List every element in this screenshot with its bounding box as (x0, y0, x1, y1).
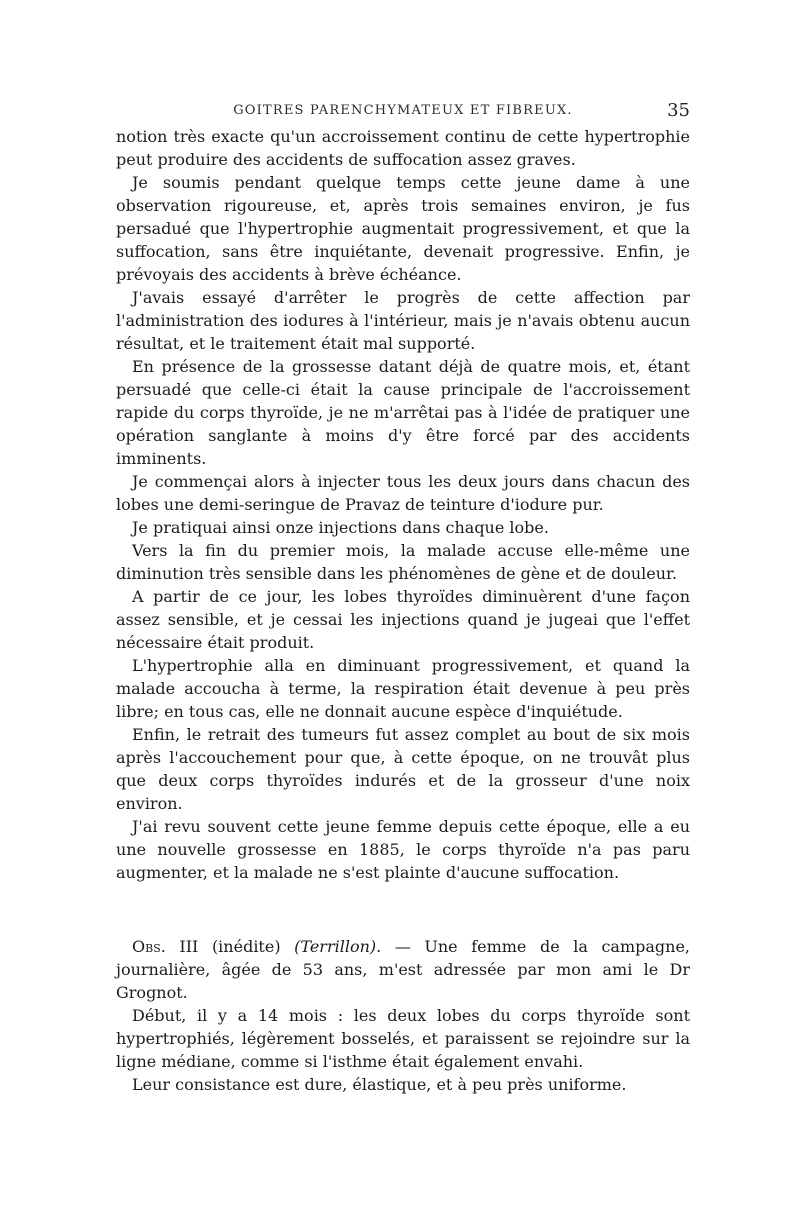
paragraph-7: Vers la fin du premier mois, la malade accuse elle-même une diminution très sensible dans les phénomènes de gène et de douleur. (116, 541, 690, 583)
paragraph-8: A partir de ce jour, les lobes thyroïdes diminuèrent d'une façon assez sensible, et je cessai les injections quand je jugeai que l'effet nécessaire était produit. (116, 587, 690, 652)
paragraph-2: Je soumis pendant quelque temps cette jeune dame à une observation rigoureuse, et, après trois semaines environ, je fus persadué que l'hypertrophie augmentait progressivement, et que la suffocation, sans être inquiétante, devenait progressive. Enfin, je prévoyais des accidents à brève échéance. (116, 173, 690, 284)
paragraph-1: notion très exacte qu'un accroissement continu de cette hypertrophie peut produire des accidents de suffocation assez graves. (116, 127, 690, 169)
paragraph-9: L'hypertrophie alla en diminuant progressivement, et quand la malade accoucha à terme, la respiration était devenue à peu près libre; en tous cas, elle ne donnait aucune espèce d'inquiétude. (116, 656, 690, 721)
observation-author: (Terrillon). (294, 937, 382, 956)
observation-heading (116, 935, 690, 1004)
observation-note: (inédite) (211, 937, 281, 956)
body-text (116, 125, 690, 1096)
paragraph-3: J'avais essayé d'arrêter le progrès de cette affection par l'administration des iodures à l'intérieur, mais je n'avais obtenu aucun résultat, et le traitement était mal supporté. (116, 288, 690, 353)
running-head (116, 100, 690, 126)
paragraph-13: Leur consistance est dure, élastique, et à peu près uniforme. (132, 1075, 627, 1094)
paragraph-11: J'ai revu souvent cette jeune femme depuis cette époque, elle a eu une nouvelle grossesse en 1885, le corps thyroïde n'a pas paru augmenter, et la malade ne s'est plainte d'aucune suffocation. (116, 817, 690, 882)
observation-label: Obs. III (132, 937, 199, 956)
observation-text: — Une femme de la campagne, journalière, âgée de 53 ans, m'est adressée par mon ami le Dr Grognot. (116, 937, 691, 1002)
page-number: 35 (667, 100, 690, 121)
running-title: GOITRES PARENCHYMATEUX ET FIBREUX. (233, 103, 573, 118)
paragraph-4: En présence de la grossesse datant déjà de quatre mois, et, étant persuadé que celle-ci était la cause principale de l'accroissement rapide du corps thyroïde, je ne m'arrêtai pas à l'idée de pratiquer une opération sanglante à moins d'y être forcé par des accidents imminents. (116, 357, 690, 468)
paragraph-12: Début, il y a 14 mois : les deux lobes du corps thyroïde sont hypertrophiés, légèrement bosselés, et paraissent se rejoindre sur la ligne médiane, comme si l'isthme était également envahi. (116, 1006, 690, 1071)
paragraph-5: Je commençai alors à injecter tous les deux jours dans chacun des lobes une demi-seringue de Pravaz de teinture d'iodure pur. (116, 472, 690, 514)
section-gap (116, 884, 690, 935)
paragraph-10: Enfin, le retrait des tumeurs fut assez complet au bout de six mois après l'accouchement pour que, à cette époque, on ne trouvât plus que deux corps thyroïdes indurés et de la grosseur d'une noix environ. (116, 725, 690, 813)
paragraph-6: Je pratiquai ainsi onze injections dans chaque lobe. (132, 518, 549, 537)
